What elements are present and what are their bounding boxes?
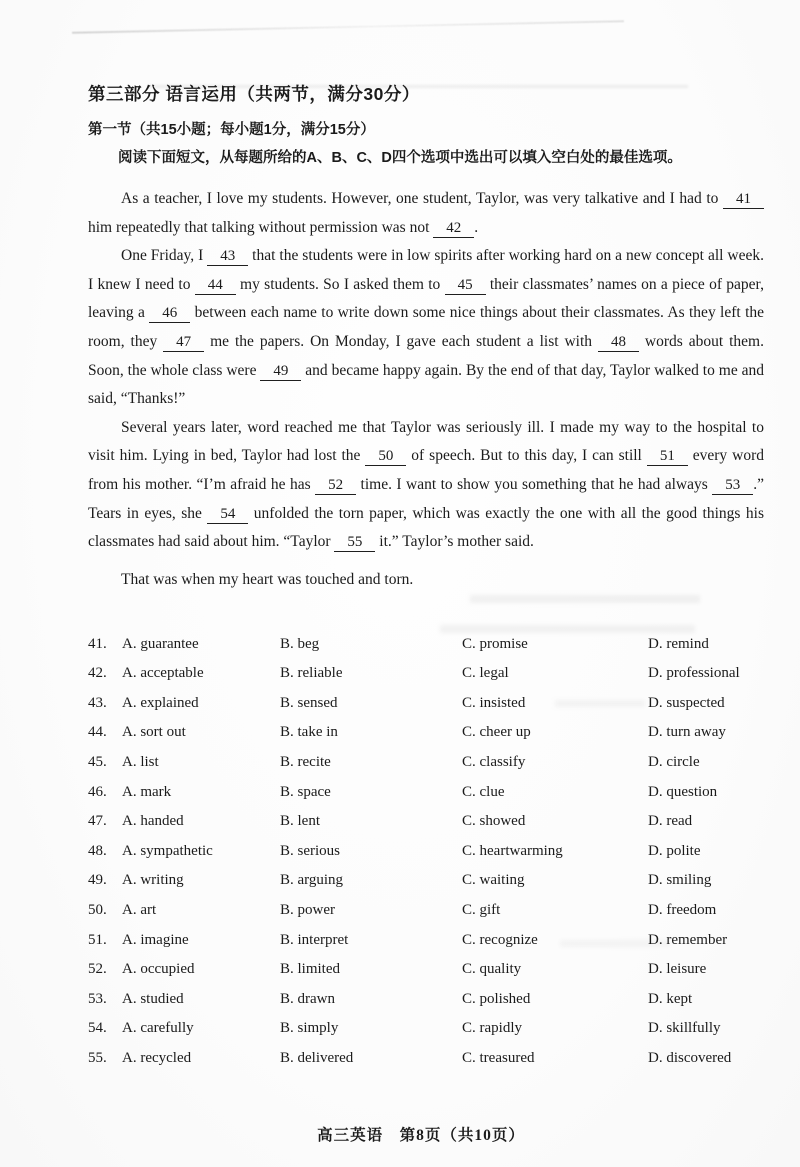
option-row-44 [88,718,764,748]
question-number: 54. [88,1020,107,1037]
options-table [88,629,764,1073]
blank-41: 41 [723,191,764,209]
scan-artifact [72,20,624,34]
section-instruction: 阅读下面短文，从每题所给的A、B、C、D四个选项中选出可以填入空白处的最佳选项。 [118,150,682,166]
option-b: B. delivered [280,1049,354,1066]
option-row-45 [88,748,764,778]
blank-51: 51 [647,448,688,466]
blank-49: 49 [260,363,301,381]
option-a: A. mark [122,783,172,800]
option-row-52 [88,955,764,985]
option-b: B. beg [280,635,320,652]
question-number: 44. [88,724,107,741]
question-number: 51. [88,931,107,948]
option-c: C. clue [462,783,505,800]
blank-46: 46 [149,305,190,323]
blank-42: 42 [433,220,474,238]
option-row-51 [88,925,764,955]
option-a: A. occupied [122,961,195,978]
option-d: D. discovered [648,1049,732,1066]
option-d: D. freedom [648,901,717,918]
option-row-54 [88,1014,764,1044]
option-c: C. legal [462,665,509,682]
option-b: B. power [280,901,335,918]
option-a: A. sort out [122,724,186,741]
option-d: D. read [648,813,693,830]
option-a: A. art [122,901,157,918]
option-a: A. list [122,753,159,770]
part-title: 第三部分 语言运用（共两节，满分30分） [88,84,420,104]
option-row-53 [88,984,764,1014]
option-a: A. acceptable [122,665,204,682]
option-row-41 [88,629,764,659]
option-a: A. imagine [122,931,189,948]
option-c: C. insisted [462,694,526,711]
question-number: 55. [88,1049,107,1066]
question-number: 52. [88,961,107,978]
option-b: B. recite [280,753,331,770]
question-number: 50. [88,901,107,918]
option-c: C. promise [462,635,528,652]
option-row-48 [88,836,764,866]
option-row-46 [88,777,764,807]
option-c: C. quality [462,961,522,978]
passage-paragraph: As a teacher, I love my students. However, one student, Taylor, was very talkative and I had to 41 him repeatedly that talking without permission was not 42 . [88,185,764,242]
option-a: A. writing [122,872,184,889]
page-content [88,82,764,1073]
option-b: B. sensed [280,694,338,711]
option-row-42 [88,659,764,689]
option-b: B. interpret [280,931,349,948]
option-a: A. sympathetic [122,842,213,859]
blank-53: 53 [712,477,753,495]
option-c: C. classify [462,753,526,770]
blank-44: 44 [195,277,236,295]
question-number: 48. [88,842,107,859]
option-d: D. professional [648,665,740,682]
option-row-55 [88,1044,764,1074]
question-number: 42. [88,665,107,682]
option-d: D. circle [648,753,700,770]
option-d: D. turn away [648,724,726,741]
option-a: A. handed [122,813,184,830]
blank-45: 45 [445,277,486,295]
page-footer: 高三英语 第8页（共10页） [317,1127,525,1144]
option-a: A. carefully [122,1020,194,1037]
option-d: D. skillfully [648,1020,721,1037]
option-b: B. simply [280,1020,339,1037]
option-b: B. serious [280,842,340,859]
option-b: B. drawn [280,990,335,1007]
question-number: 49. [88,872,107,889]
option-row-50 [88,896,764,926]
option-a: A. guarantee [122,635,199,652]
option-b: B. limited [280,961,340,978]
option-b: B. take in [280,724,338,741]
question-number: 45. [88,753,107,770]
blank-50: 50 [365,448,406,466]
option-c: C. gift [462,901,501,918]
option-d: D. suspected [648,694,725,711]
option-c: C. treasured [462,1049,535,1066]
option-c: C. polished [462,990,531,1007]
option-a: A. studied [122,990,184,1007]
blank-55: 55 [334,534,375,552]
blank-52: 52 [315,477,356,495]
option-c: C. rapidly [462,1020,522,1037]
option-c: C. showed [462,813,526,830]
option-d: D. smiling [648,872,712,889]
blank-48: 48 [598,334,639,352]
option-c: C. heartwarming [462,842,563,859]
passage-paragraph: That was when my heart was touched and torn. [121,570,414,588]
option-c: C. cheer up [462,724,531,741]
option-d: D. leisure [648,961,707,978]
option-b: B. arguing [280,872,344,889]
option-row-47 [88,807,764,837]
option-d: D. question [648,783,718,800]
blank-43: 43 [207,248,248,266]
option-d: D. remember [648,931,728,948]
passage-paragraph: One Friday, I 43 that the students were in low spirits after working hard on a new concept all week. I knew I need to 44 my students. So I asked them to 45 their classmates’ names on a piece of paper, leaving a 46 between each name to write down some nice things about their classmates. As they left the room, they 47 me the papers. On Monday, I gave each student a list with 48 words about them. Soon, the whole class were 49 and became happy again. By the end of that day, Taylor walked to me and said, “Thanks!” [88,247,764,408]
option-d: D. remind [648,635,709,652]
question-number: 53. [88,990,107,1007]
option-b: B. lent [280,813,320,830]
option-c: C. recognize [462,931,538,948]
option-row-49 [88,866,764,896]
blank-47: 47 [163,334,204,352]
option-b: B. reliable [280,665,343,682]
question-number: 41. [88,635,107,652]
option-b: B. space [280,783,331,800]
section-title: 第一节（共15小题；每小题1分，满分15分） [88,122,375,138]
question-number: 43. [88,694,107,711]
passage [88,185,764,594]
option-a: A. explained [122,694,199,711]
question-number: 47. [88,813,107,830]
option-d: D. kept [648,990,693,1007]
blank-54: 54 [207,506,248,524]
option-row-43 [88,689,764,719]
option-a: A. recycled [122,1049,192,1066]
passage-paragraph: Several years later, word reached me that Taylor was seriously ill. I made my way to the hospital to visit him. Lying in bed, Taylor had lost the 50 of speech. But to this day, I can still 51 every word from his mother. “I’m afraid he has 52 time. I want to show you something that he had always 53 .” Tears in eyes, she 54 unfolded the torn paper, which was exactly the one with all the good things his classmates had said about him. “Taylor 55 it.” Taylor’s mother said. [88,418,764,551]
option-d: D. polite [648,842,701,859]
question-number: 46. [88,783,107,800]
option-c: C. waiting [462,872,525,889]
